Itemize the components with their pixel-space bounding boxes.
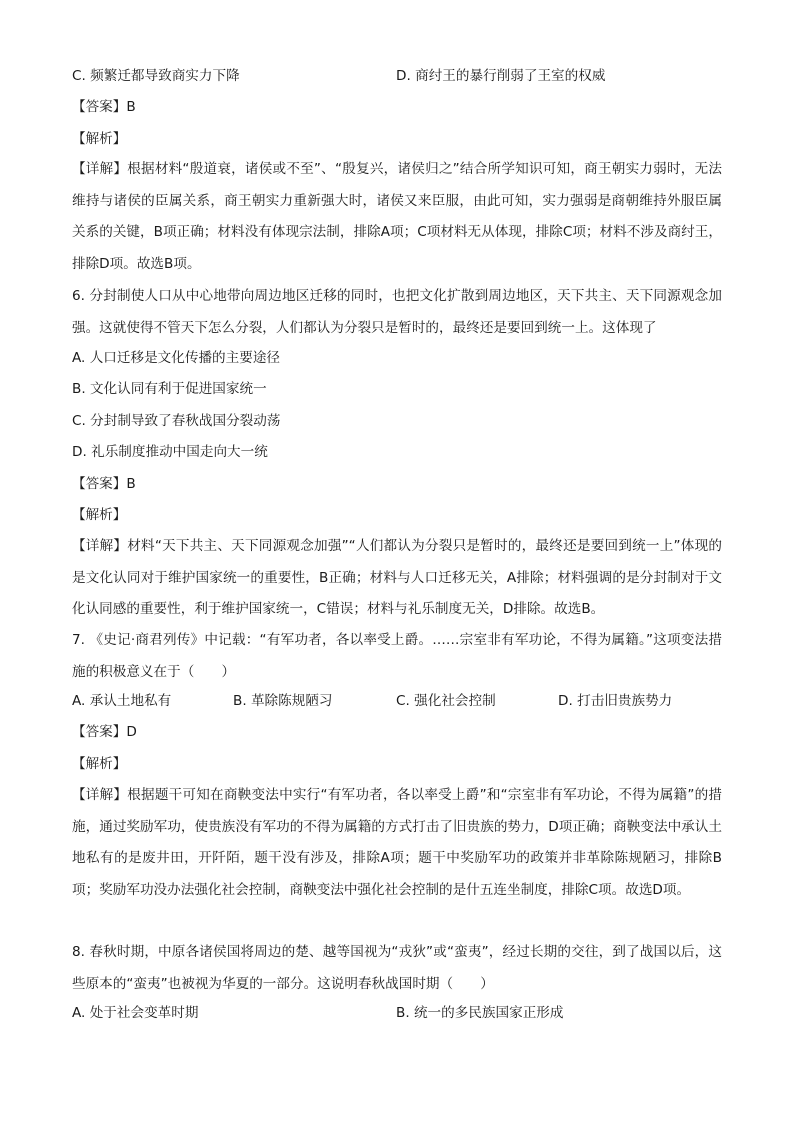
q6-detail-tag: 【详解】 (72, 538, 128, 554)
q5-analysis-label: 【解析】 (72, 131, 127, 147)
q6-option-b: B. 文化认同有利于促进国家统一 (72, 381, 267, 397)
q7-option-d: D. 打击旧贵族势力 (558, 693, 673, 709)
q7-option-c: C. 强化社会控制 (396, 693, 496, 709)
q5-detail-text: 根据材料“殷道衰，诸侯或不至”、“殷复兴，诸侯归之”结合所学知识可知，商王朝实力弱时，无法维持与诸侯的臣属关系，商王朝实力重新强大时，诸侯又来臣服，由此可知，实力强弱是商朝维持外服臣属关系的关键，B项正确；材料没有体现宗法制，排除A项；C项材料无从体现，排除C项；材料不涉及商纣王，排除D项。故选B项。 (72, 161, 722, 272)
q7-answer: 【答案】D (72, 724, 137, 740)
q6-option-c: C. 分封制导致了春秋战国分裂动荡 (72, 413, 281, 429)
q6-detail-text: 材料“天下共主、天下同源观念加强”“人们都认为分裂只是暂时的，最终还是要回到统一上”体现的是文化认同对于维护国家统一的重要性，B正确；材料与人口迁移无关，A排除；材料强调的是分封制对于文化认同感的重要性，利于维护国家统一，C错误；材料与礼乐制度无关，D排除。故选B。 (72, 538, 723, 617)
q5-option-c: C. 频繁迁都导致商实力下降 (72, 68, 240, 84)
q5-detail-tag: 【详解】 (72, 161, 128, 177)
q8-option-b: B. 统一的多民族国家正形成 (396, 1005, 564, 1021)
q7-detail-tag: 【详解】 (72, 787, 128, 803)
q5-option-d: D. 商纣王的暴行削弱了王室的权威 (396, 68, 606, 84)
q6-answer: 【答案】B (72, 476, 136, 492)
q7-option-b: B. 革除陈规陋习 (233, 693, 333, 709)
q7-stem: 7. 《史记·商君列传》中记载：“有军功者，各以率受上爵。……宗室非有军功论，不得为属籍。”这项变法措施的积极意义在于（ ） (72, 632, 722, 680)
q6-analysis-label: 【解析】 (72, 507, 127, 523)
q7-detail (72, 780, 722, 906)
q5-answer: 【答案】B (72, 99, 136, 115)
q8-option-a: A. 处于社会变革时期 (72, 1005, 199, 1021)
q7-detail-text: 根据题干可知在商鞅变法中实行“有军功者，各以率受上爵”和“宗室非有军功论，不得为属籍”的措施，通过奖励军功，使贵族没有军功的不得为属籍的方式打击了旧贵族的势力，D项正确；商鞅变法中承认土地私有的是废井田，开阡陌，题干没有涉及，排除A项；题干中奖励军功的政策并非革除陈规陋习，排除B项；奖励军功没办法强化社会控制，商鞅变法中强化社会控制的是什五连坐制度，排除C项。故选D项。 (72, 787, 722, 898)
q6-detail (72, 531, 722, 626)
q6-option-d: D. 礼乐制度推动中国走向大一统 (72, 444, 268, 460)
q5-detail (72, 154, 722, 280)
q6-stem: 6. 分封制使人口从中心地带向周边地区迁移的同时，也把文化扩散到周边地区，天下共主、天下同源观念加强。这就使得不管天下怎么分裂，人们都认为分裂只是暂时的，最终还是要回到统一上。这体现了 (72, 288, 722, 336)
q8-stem: 8. 春秋时期，中原各诸侯国将周边的楚、越等国视为“戎狄”或“蛮夷”，经过长期的交往，到了战国以后，这些原本的“蛮夷”也被视为华夏的一部分。这说明春秋战国时期（ ） (72, 944, 722, 992)
q6-option-a: A. 人口迁移是文化传播的主要途径 (72, 350, 281, 366)
q7-analysis-label: 【解析】 (72, 756, 127, 772)
q7-option-a: A. 承认土地私有 (72, 693, 172, 709)
